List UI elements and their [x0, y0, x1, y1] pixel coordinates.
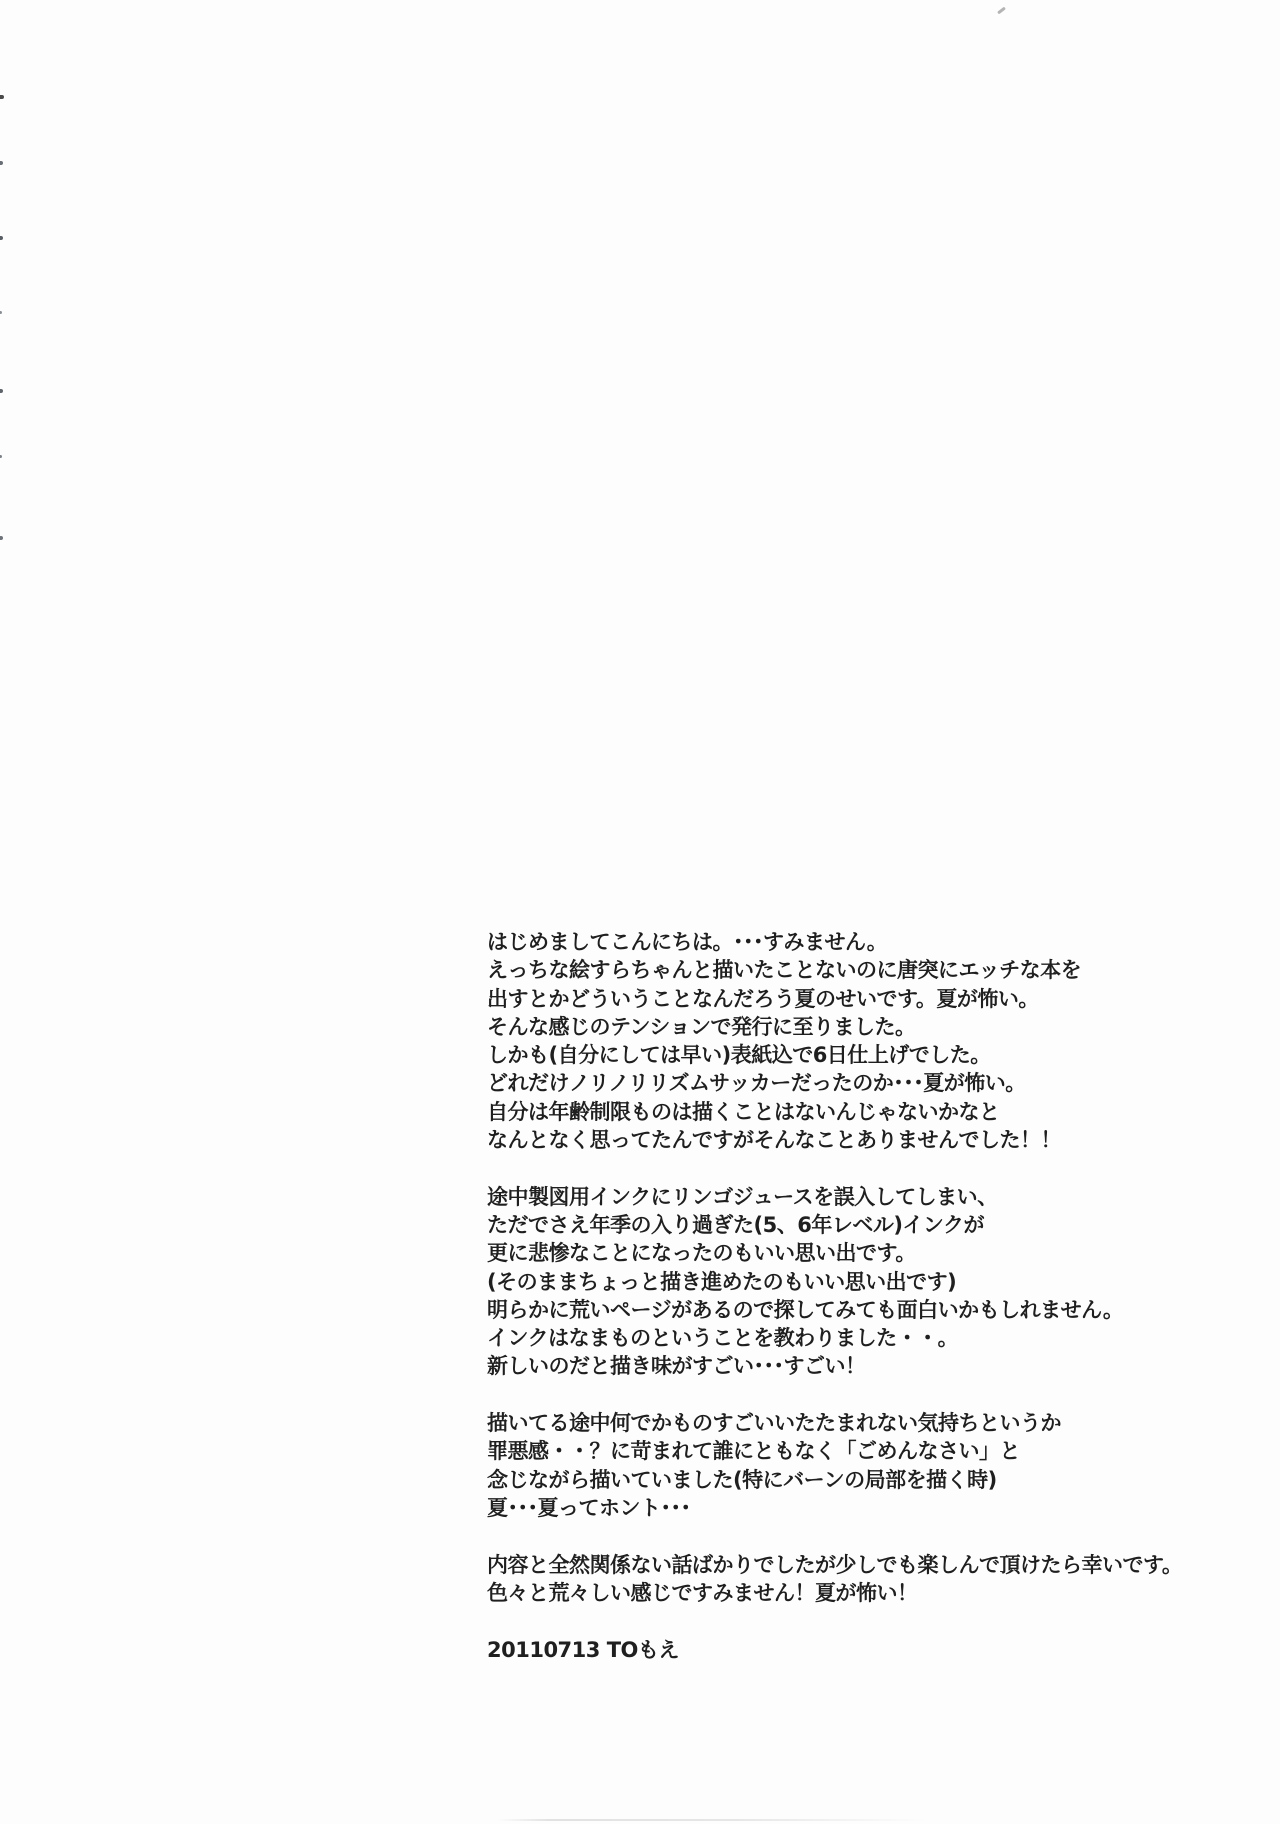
date-signature: 20110713 TOもえ	[487, 1638, 679, 1663]
afterword-text-block	[487, 928, 1183, 1664]
scan-speck	[0, 311, 2, 314]
afterword-line: 更に悲惨なことになったのもいい思い出です。	[487, 1241, 916, 1266]
afterword-line: 描いてる途中何でかものすごいいたたまれない気持ちというか	[487, 1411, 1061, 1436]
afterword-line: 自分は年齢制限ものは描くことはないんじゃないかなと	[487, 1099, 1000, 1124]
afterword-line: 内容と全然関係ない話ばかりでしたが少しでも楽しんで頂けたら幸いです。	[487, 1552, 1183, 1577]
afterword-line: 新しいのだと描き味がすごい･･･すごい！	[487, 1354, 866, 1379]
scan-speck	[0, 95, 4, 99]
afterword-line: えっちな絵すらちゃんと描いたことないのに唐突にエッチな本を	[487, 958, 1082, 983]
afterword-line: インクはなまものということを教わりました・・。	[487, 1326, 959, 1351]
afterword-line: はじめましてこんにちは。･･･すみません。	[487, 930, 888, 954]
scan-speck	[0, 536, 3, 540]
afterword-line: そんな感じのテンションで発行に至りました。	[487, 1014, 916, 1039]
afterword-line: どれだけノリノリリズムサッカーだったのか･･･夏が怖い。	[487, 1071, 1026, 1096]
afterword-line: 罪悪感・・？に苛まれて誰にともなく「ごめんなさい」と	[487, 1439, 1020, 1464]
afterword-line: 途中製図用インクにリンゴジュースを誤入してしまい、	[487, 1184, 998, 1209]
afterword-line: ただでさえ年季の入り過ぎた(5、6年レベル)インクが	[487, 1212, 984, 1237]
afterword-line: 念じながら描いていました(特にバーンの局部を描く時)	[487, 1467, 997, 1492]
afterword-line: (そのままちょっと描き進めたのもいい思い出です)	[487, 1269, 957, 1294]
afterword-line: 出すとかどういうことなんだろう夏のせいです。夏が怖い。	[487, 986, 1039, 1011]
scan-speck	[0, 236, 3, 240]
afterword-line: なんとなく思ってたんですがそんなことありませんでした！！	[487, 1128, 1061, 1153]
afterword-line: 夏･･･夏ってホント･･･	[487, 1495, 691, 1520]
scan-speck	[0, 455, 2, 458]
scan-speck	[0, 389, 3, 393]
afterword-paragraph	[487, 1551, 1183, 1608]
afterword-line: 色々と荒々しい感じですみません！夏が怖い！	[487, 1580, 918, 1605]
afterword-paragraph	[487, 928, 1107, 1154]
scan-speck	[997, 7, 1006, 15]
afterword-paragraph	[487, 1409, 1107, 1522]
afterword-line: しかも(自分にしては早い)表紙込で6日仕上げでした。	[487, 1043, 991, 1068]
scan-speck	[0, 161, 3, 165]
afterword-line: 明らかに荒いページがあるので探してみても面白いかもしれません。	[487, 1297, 1124, 1322]
scan-edge-line	[497, 1819, 927, 1821]
afterword-paragraph	[487, 1183, 1124, 1381]
